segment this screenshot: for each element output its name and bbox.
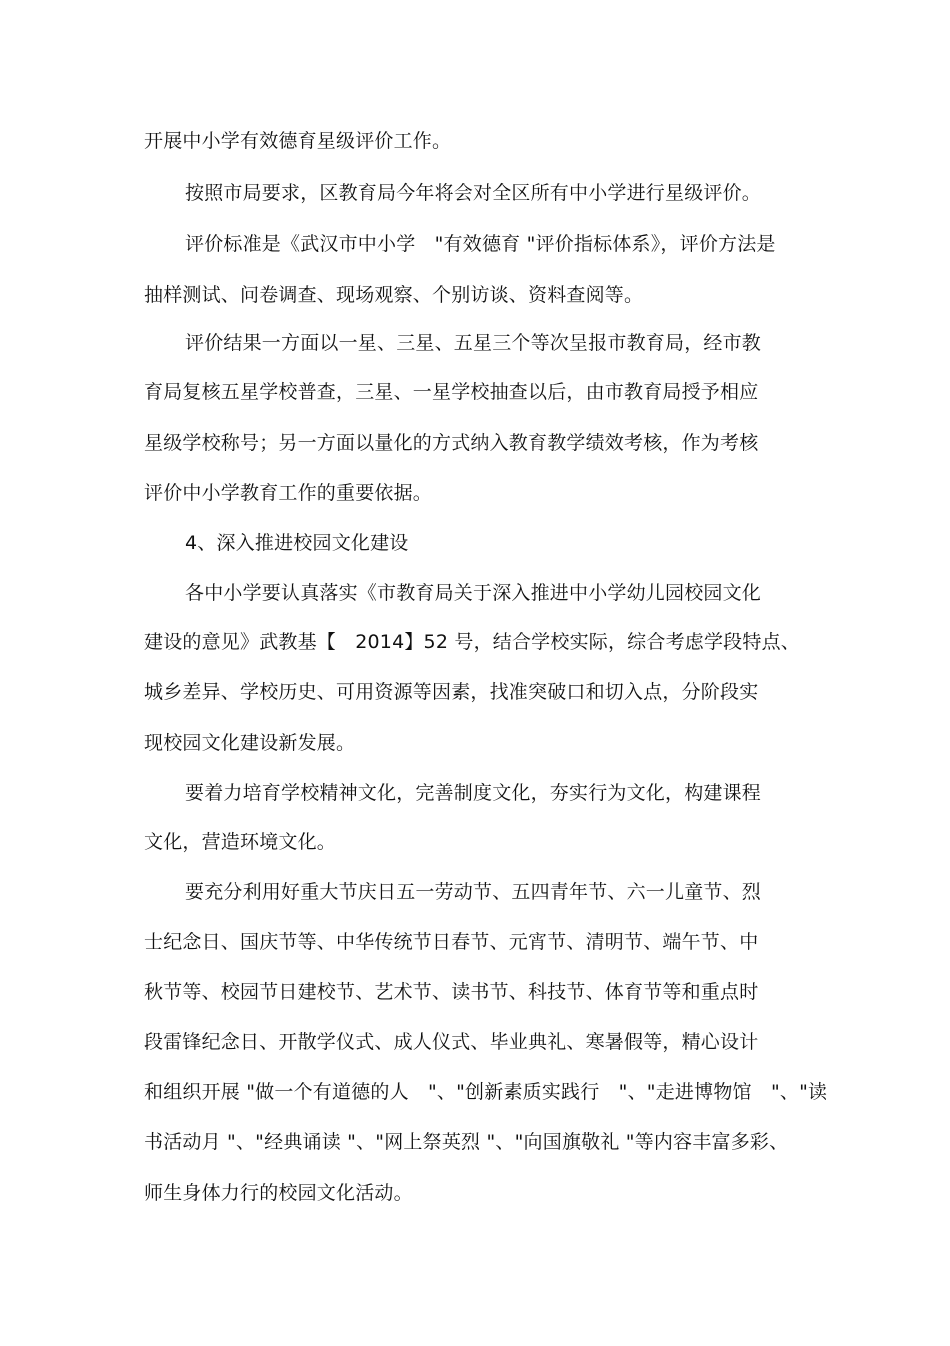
text-line: 师生身体力行的校园文化活动。 [144,1182,413,1204]
text-line: 星级学校称号；另一方面以量化的方式纳入教育教学绩效考核，作为考核 [144,432,759,454]
text-line: 评价结果一方面以一星、三星、五星三个等次呈报市教育局，经市教 [185,332,762,354]
text-line: 要着力培育学校精神文化，完善制度文化，夯实行为文化，构建课程 [185,782,762,804]
text-line: 要充分利用好重大节庆日五一劳动节、五四青年节、六一儿童节、烈 [185,881,762,903]
text-line: 士纪念日、国庆节等、中华传统节日春节、元宵节、清明节、端午节、中 [144,931,759,953]
text-line: 和组织开展 "做一个有道德的人 "、"创新素质实践行 "、"走进博物馆 "、"读 [144,1081,828,1103]
text-line: 育局复核五星学校普查，三星、一星学校抽查以后，由市教育局授予相应 [144,381,759,403]
text-line: 书活动月 "、"经典诵读 "、"网上祭英烈 "、"向国旗敬礼 "等内容丰富多彩、 [144,1131,789,1153]
text-line: 现校园文化建设新发展。 [144,732,356,754]
text-line: 评价中小学教育工作的重要依据。 [144,482,433,504]
text-line: 各中小学要认真落实《市教育局关于深入推进中小学幼儿园校园文化 [185,582,762,604]
text-line: 文化，营造环境文化。 [144,831,337,853]
text-line: 抽样测试、问卷调查、现场观察、个别访谈、资料查阅等。 [144,284,644,306]
text-line: 按照市局要求，区教育局今年将会对全区所有中小学进行星级评价。 [185,182,762,204]
text-line: 段雷锋纪念日、开散学仪式、成人仪式、毕业典礼、寒暑假等，精心设计 [144,1031,759,1053]
text-line: 开展中小学有效德育星级评价工作。 [144,130,452,152]
text-line: 评价标准是《武汉市中小学 "有效德育 "评价指标体系》，评价方法是 [185,233,776,255]
section-heading: 4、深入推进校园文化建设 [185,532,409,554]
text-line: 城乡差异、学校历史、可用资源等因素，找准突破口和切入点，分阶段实 [144,681,759,703]
text-line: 建设的意见》武教基【 2014】52 号，结合学校实际，综合考虑学段特点、 [144,631,800,653]
text-line: 秋节等、校园节日建校节、艺术节、读书节、科技节、体育节等和重点时 [144,981,759,1003]
